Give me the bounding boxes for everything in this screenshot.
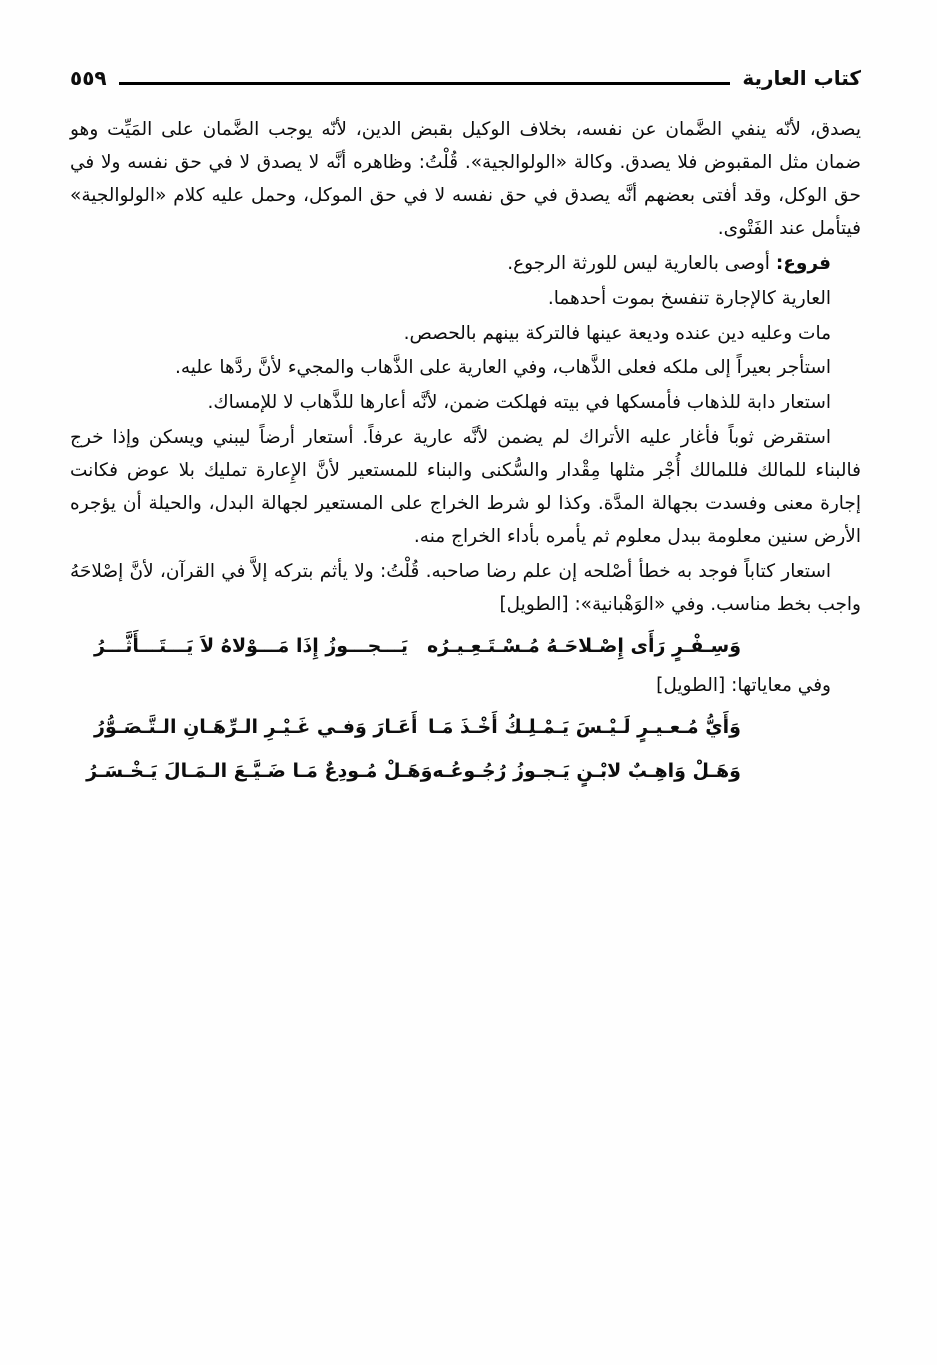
opening-paragraph: يصدق، لأنّه ينفي الضَّمان عن نفسه، بخلاف الوكيل بقبض الدين، لأنّه يوجب الضَّمان على المَيِّت وهو ضمان مثل المقبوض فلا يصدق. وكالة «الولوالجية». قُلْتُ: وظاهره أنَّه لا يصدق لا في حق نفسه ولا في حق الوكل، وقد أفتى بعضهم أنَّه يصدق في حق نفسه لا في حق الموكل، وحمل عليه كلام «الولوالجية» فيتأمل عند الفَتْوى. xyxy=(70,119,861,239)
verse-line-1 xyxy=(70,624,861,668)
hemistich-left: أَعَـارَ وَفـي غَـيْـرِ الـرِّهَـانِ الـتَّـصَـوُّرُ xyxy=(94,715,418,738)
book-title: كتاب العارية xyxy=(742,66,861,90)
poetry-divider: وفي معاياتها: [الطويل] xyxy=(656,674,831,696)
verse-line-3 xyxy=(70,749,861,793)
paragraph-dabba: استعار دابة للذهاب فأمسكها في بيته فهلكت ضمن، لأنَّه أعارها للذَّهاب لا للإمساك. xyxy=(207,392,831,414)
hemistich-right: وَسِـفْـرٍ رَأَى إِصْـلاحَـهُ مُـسْـتَـعِـيـرُه xyxy=(426,634,741,657)
hemistich-left: يَـــجـــوزُ إِذَا مَـــوْلاهُ لاَ يَـــتَـــأَثَّـــرُ xyxy=(94,634,408,657)
hemistich-right: وَأَيُّ مُـعـيـرٍ لَـيْـسَ يَـمْـلِـكُ أَخْـذَ مَـا xyxy=(428,715,741,738)
header-rule xyxy=(119,82,731,85)
page-body xyxy=(70,114,861,793)
paragraph-bair: استأجر بعيراً إلى ملكه فعلى الذَّهاب، وفي العارية على الذَّهاب والمجيء لأنَّ ردَّها عليه. xyxy=(174,357,831,379)
furu-paragraph xyxy=(70,248,861,281)
paragraph-thawb: استقرض ثوباً فأغار عليه الأتراك لم يضمن لأنَّه عارية عرفاً. أستعار أرضاً ليبني ويسكن وإذا خرج فالبناء للمالك فللمالك أُجْر مثلها مِقْدار والسُّكنى والبناء للمستعير لأنَّ الإِعارة تمليك بلا عوض فكانت إجارة معنى وفسدت بجهالة المدَّة. وكذا لو شرط الخراج على المستعير لجهالة البدل، والحيلة أن يؤجره الأرض سنين معلومة ببدل معلوم ثم يأمره بأداء الخراج منه. xyxy=(70,427,861,548)
page-header xyxy=(70,66,861,90)
hemistich-left: وَهَـلْ مُـودِعٌ مَـا ضَـيَّـعَ الـمَـالَ يَـخْـسَـرُ xyxy=(86,759,433,782)
verse-line-2 xyxy=(70,705,861,749)
furu-heading: فروع: xyxy=(775,252,831,274)
furu-text: أوصى بالعارية ليس للورثة الرجوع. xyxy=(507,252,776,274)
paragraph-ijara: العارية كالإجارة تنفسخ بموت أحدهما. xyxy=(547,287,831,309)
hemistich-right: وَهَـلْ وَاهِـبٌ لابْـنٍ يَـجـوزُ رُجُـوعُـه xyxy=(432,759,741,782)
paragraph-kitab: استعار كتاباً فوجد به خطأ أصْلحه إن علم رضا صاحبه. قُلْتُ: ولا يأثم بتركه إلاَّ في القرآن، لأنَّ إصْلاحَهُ واجب بخط مناسب. وفي «الوَهْبانية»: [الطويل] xyxy=(70,560,861,615)
paragraph-dayn: مات وعليه دين عنده وديعة عينها فالتركة بينهم بالحصص. xyxy=(403,322,831,344)
page-number: ٥٥٩ xyxy=(70,66,107,90)
